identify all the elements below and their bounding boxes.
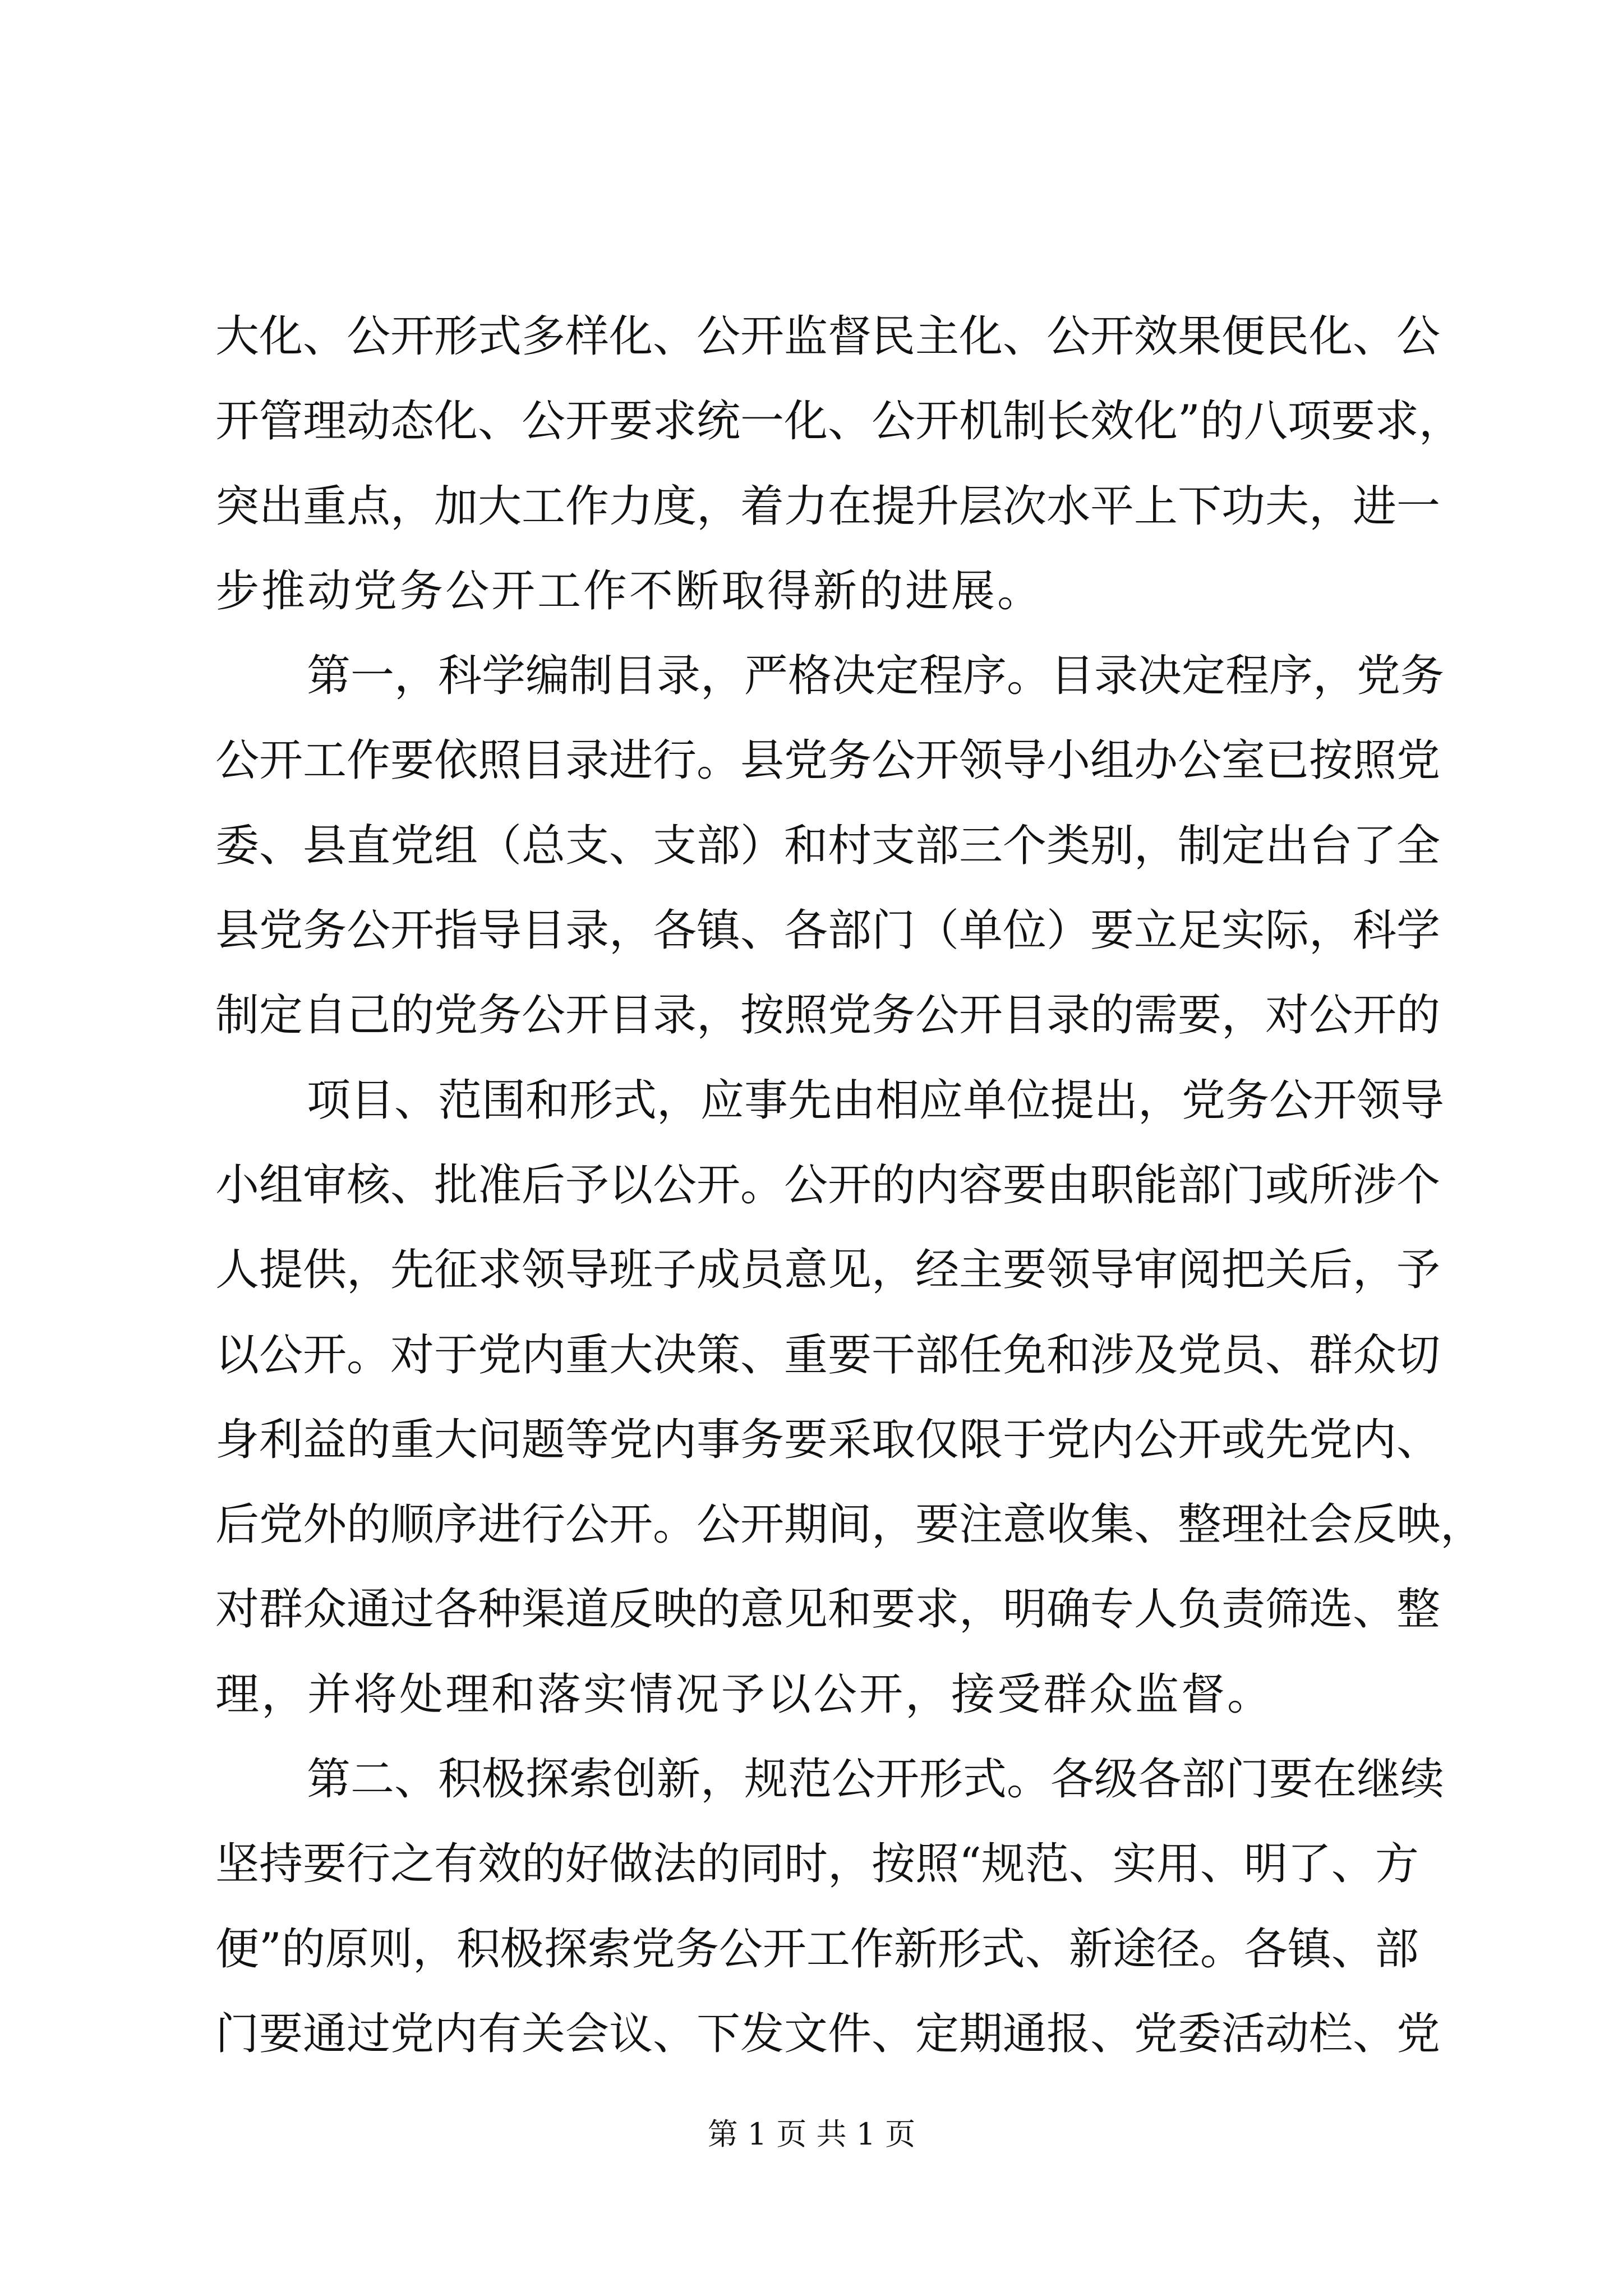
text-line: 制定自己的党务公开目录，按照党务公开目录的需要，对公开的 — [215, 990, 1441, 1041]
text-line: 以公开。对于党内重大决策、重要干部任免和涉及党员、群众切 — [215, 1329, 1441, 1381]
text-line: 公开工作要依照目录进行。县党务公开领导小组办公室已按照党 — [215, 735, 1441, 786]
text-line: 突出重点，加大工作力度，着力在提升层次水平上下功夫，进一 — [215, 481, 1441, 532]
text-line: 县党务公开指导目录，各镇、各部门（单位）要立足实际，科学 — [215, 905, 1441, 956]
text-line: 大化、公开形式多样化、公开监督民主化、公开效果便民化、公 — [215, 311, 1441, 362]
paragraph-first-line: 项目、范围和形式，应事先由相应单位提出，党务公开领导 — [307, 1075, 1445, 1126]
page-number-footer: 第 1 页 共 1 页 — [707, 2116, 916, 2152]
document-body — [215, 295, 1484, 2077]
text-line: 身利益的重大问题等党内事务要采取仅限于党内公开或先党内、 — [215, 1414, 1441, 1465]
text-line: 后党外的顺序进行公开。公开期间，要注意收集、整理社会反映， — [215, 1499, 1484, 1550]
text-line: 开管理动态化、公开要求统一化、公开机制长效化”的八项要求， — [215, 396, 1463, 447]
text-line: 委、县直党组（总支、支部）和村支部三个类别，制定出台了全 — [215, 820, 1441, 871]
text-line: 坚持要行之有效的好做法的同时，按照“规范、实用、明了、方 — [215, 1839, 1419, 1890]
text-line: 步推动党务公开工作不断取得新的进展。 — [215, 565, 1044, 616]
paragraph-first-line: 第二、积极探索创新，规范公开形式。各级各部门要在继续 — [307, 1754, 1445, 1805]
text-line: 便”的原则，积极探索党务公开工作新形式、新途径。各镇、部 — [215, 1924, 1419, 1975]
text-line: 小组审核、批准后予以公开。公开的内容要由职能部门或所涉个 — [215, 1159, 1441, 1211]
text-line: 理，并将处理和落实情况予以公开，接受群众监督。 — [215, 1669, 1274, 1720]
text-line: 人提供，先征求领导班子成员意见，经主要领导审阅把关后，予 — [215, 1245, 1441, 1296]
text-line: 门要通过党内有关会议、下发文件、定期通报、党委活动栏、党 — [215, 2008, 1441, 2059]
text-line: 对群众通过各种渠道反映的意见和要求，明确专人负责筛选、整 — [215, 1584, 1441, 1635]
paragraph-first-line: 第一，科学编制目录，严格决定程序。目录决定程序，党务 — [307, 651, 1445, 702]
